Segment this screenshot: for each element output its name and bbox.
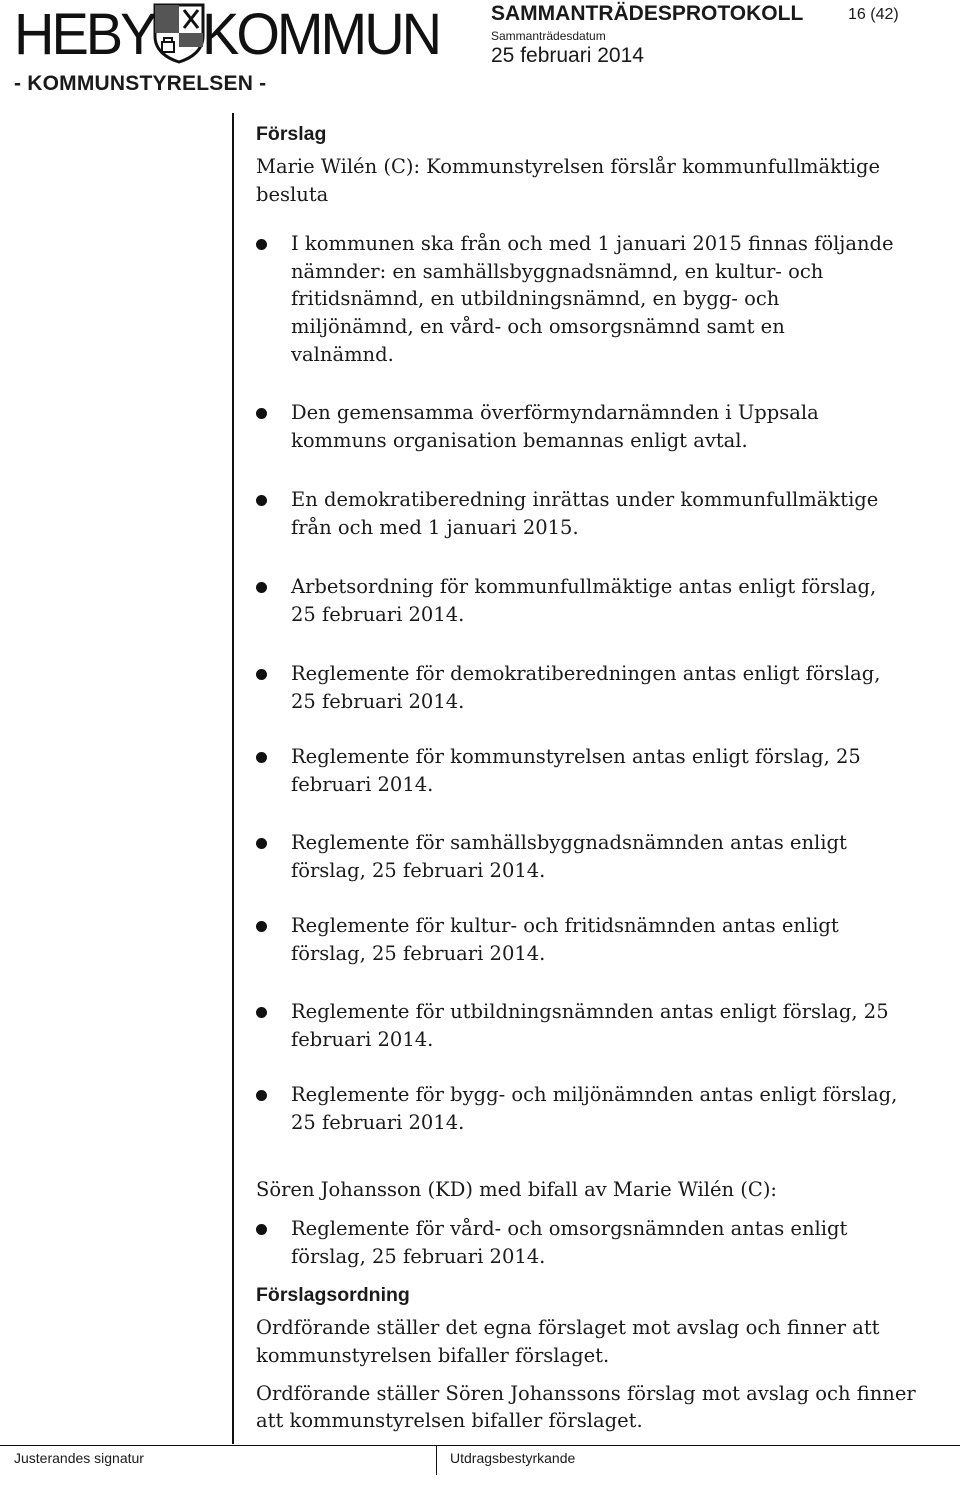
bullet-line: Reglemente för samhällsbyggnadsnämnden antas enligt (291, 831, 847, 854)
signature-label: Justerandes signatur (14, 1450, 144, 1466)
bullet-line: Reglemente för bygg- och miljönämnden antas enligt förslag, (291, 1083, 898, 1106)
bullet-line: Reglemente för utbildningsnämnden antas enligt förslag, 25 (291, 1000, 889, 1023)
bullet-line: Reglemente för kommunstyrelsen antas enligt förslag, 25 (291, 745, 861, 768)
municipal-crest-icon (152, 2, 206, 64)
bullet-icon (256, 1224, 267, 1235)
bullet-line: februari 2014. (291, 773, 434, 796)
extract-certification-label: Utdragsbestyrkande (450, 1450, 576, 1466)
bullet-line: fritidsnämnd, en utbildningsnämnd, en bygg- och (291, 287, 780, 310)
bullet-line: nämnder: en samhällsbyggnadsnämnd, en kultur- och (291, 260, 824, 283)
footer-rule (0, 1445, 960, 1446)
heby-kommun-logo (14, 0, 440, 67)
document-title: SAMMANTRÄDESPROTOKOLL (491, 2, 804, 25)
logo-heby-text: HEBY (14, 0, 155, 67)
intro-line: Marie Wilén (C): Kommunstyrelsen förslår kommunfullmäktige (256, 155, 881, 178)
bullet-line: förslag, 25 februari 2014. (291, 942, 546, 965)
bullet-line: från och med 1 januari 2015. (291, 516, 579, 539)
bullet-icon (256, 1007, 267, 1018)
meeting-date-label: Sammanträdesdatum (491, 29, 606, 43)
bullet-line: förslag, 25 februari 2014. (291, 1245, 546, 1268)
footer-divider (436, 1445, 437, 1475)
bullet-icon (256, 582, 267, 593)
bullet-line: Arbetsordning för kommunfullmäktige antas enligt förslag, (291, 575, 877, 598)
bullet-icon (256, 838, 267, 849)
bullet-line: kommuns organisation bemannas enligt avtal. (291, 429, 748, 452)
second-proposer-line: Sören Johansson (KD) med bifall av Marie Wilén (C): (256, 1178, 777, 1201)
bullet-line: Reglemente för kultur- och fritidsnämnden antas enligt (291, 914, 839, 937)
bullet-icon (256, 752, 267, 763)
bullet-line: Reglemente för demokratiberedningen antas enligt förslag, (291, 662, 881, 685)
heading-proposal: Förslag (256, 123, 327, 145)
bullet-icon (256, 239, 267, 250)
department-name: - KOMMUNSTYRELSEN - (14, 72, 267, 95)
bullet-line: miljönämnd, en vård- och omsorgsnämnd samt en (291, 315, 785, 338)
bullet-line: En demokratiberedning inrättas under kommunfullmäktige (291, 488, 879, 511)
bullet-icon (256, 669, 267, 680)
bullet-line: förslag, 25 februari 2014. (291, 859, 546, 882)
page-number: 16 (42) (848, 6, 899, 23)
bullet-line: valnämnd. (291, 343, 394, 366)
bullet-line: 25 februari 2014. (291, 1111, 465, 1134)
meeting-date: 25 februari 2014 (491, 44, 644, 67)
bullet-line: 25 februari 2014. (291, 690, 465, 713)
order-paragraph-2-line: att kommunstyrelsen bifaller förslaget. (256, 1409, 643, 1432)
heading-proposal-order: Förslagsordning (256, 1284, 410, 1306)
bullet-icon (256, 921, 267, 932)
bullet-icon (256, 1090, 267, 1101)
bullet-line: Reglemente för vård- och omsorgsnämnden antas enligt (291, 1217, 848, 1240)
order-paragraph-1-line: kommunstyrelsen bifaller förslaget. (256, 1344, 610, 1367)
bullet-line: 25 februari 2014. (291, 603, 465, 626)
intro-line: besluta (256, 183, 329, 206)
bullet-icon (256, 408, 267, 419)
margin-rule (232, 113, 234, 1444)
bullet-line: Den gemensamma överförmyndarnämnden i Uppsala (291, 401, 819, 424)
bullet-line: februari 2014. (291, 1028, 434, 1051)
order-paragraph-2-line: Ordförande ställer Sören Johanssons förslag mot avslag och finner (256, 1382, 916, 1405)
bullet-line: I kommunen ska från och med 1 januari 2015 finnas följande (291, 232, 894, 255)
bullet-icon (256, 495, 267, 506)
logo-kommun-text: KOMMUN (202, 0, 440, 67)
order-paragraph-1-line: Ordförande ställer det egna förslaget mot avslag och finner att (256, 1316, 880, 1339)
